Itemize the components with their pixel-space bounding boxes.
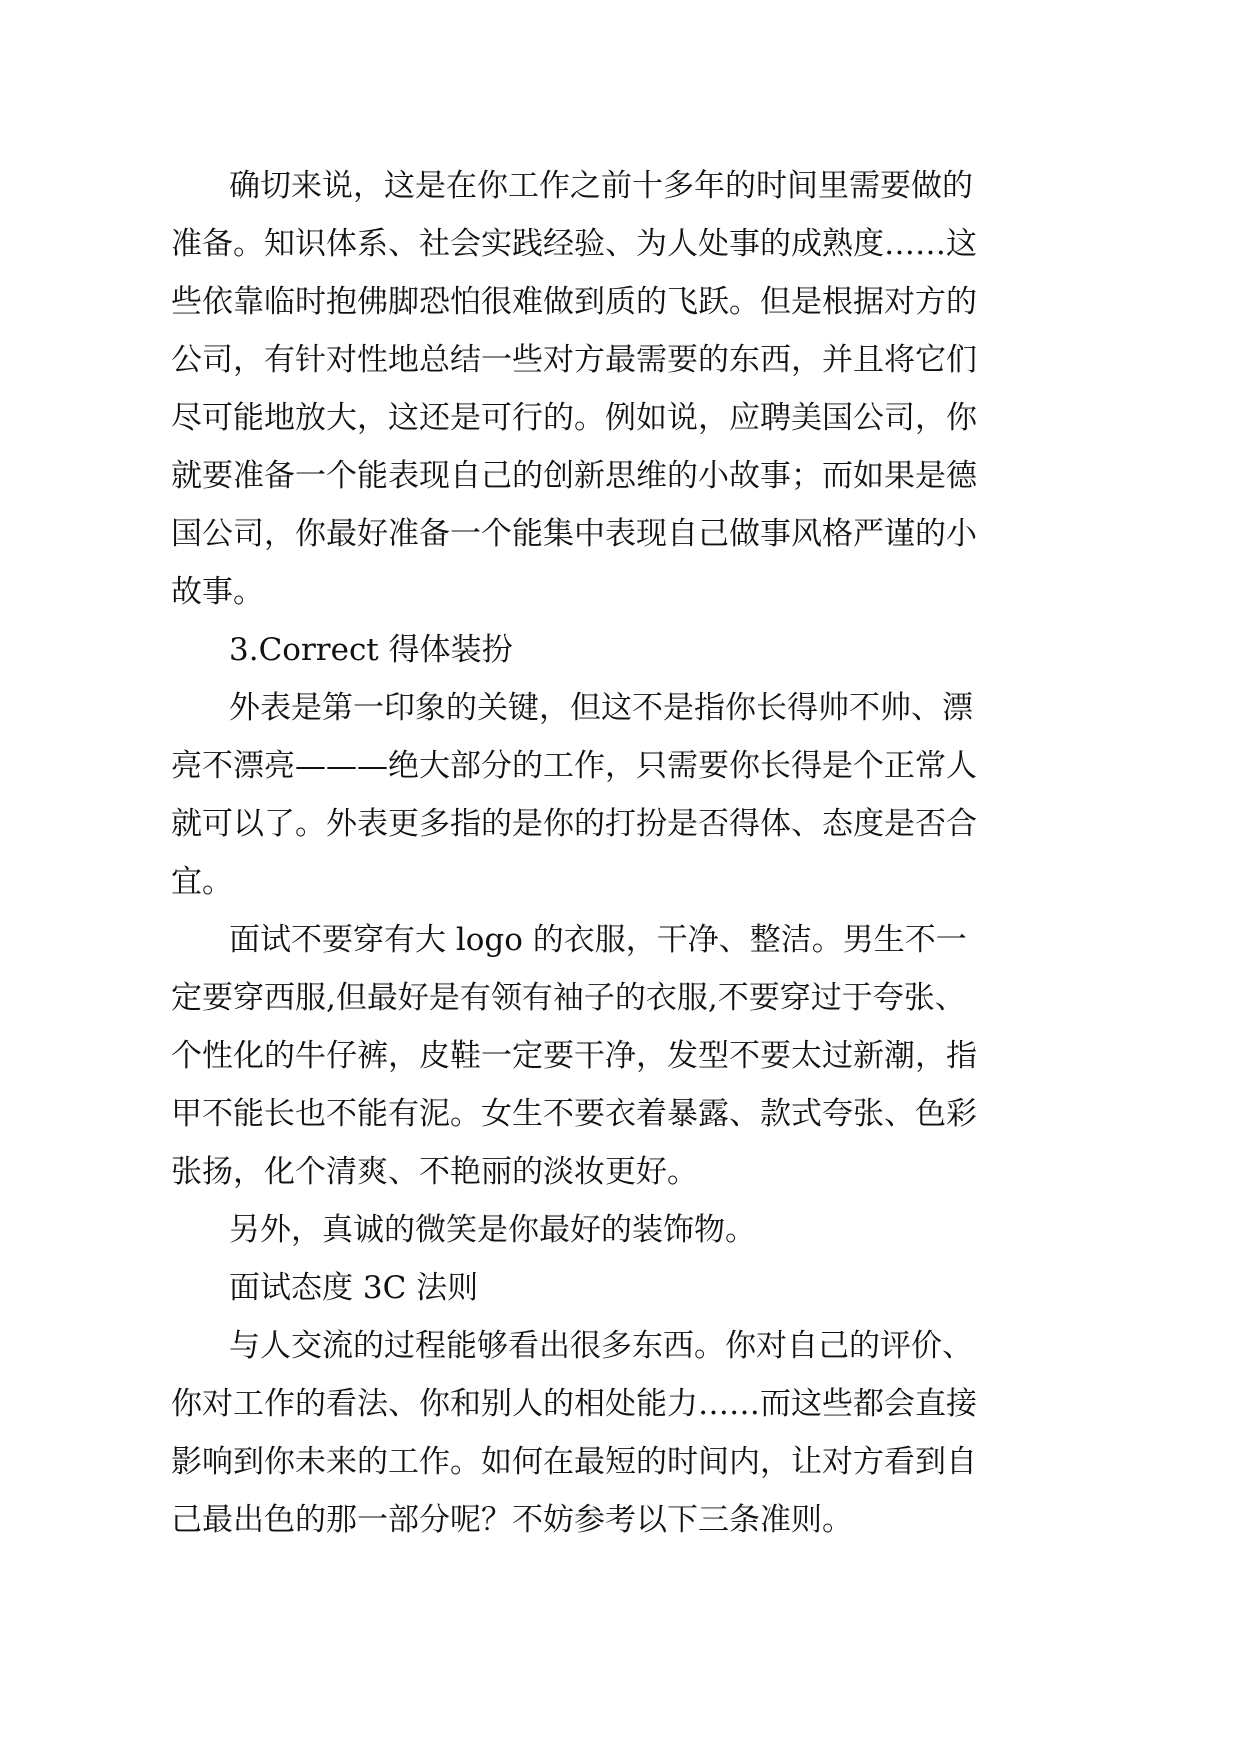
text-line: 亮不漂亮———绝大部分的工作，只需要你长得是个正常人	[171, 748, 977, 784]
text-line: 就可以了。外表更多指的是你的打扮是否得体、态度是否合	[171, 806, 977, 842]
text-line: 张扬，化个清爽、不艳丽的淡妆更好。	[171, 1154, 698, 1190]
text-line: 你对工作的看法、你和别人的相处能力……而这些都会直接	[171, 1386, 977, 1422]
section-heading: 3.Correct 得体装扮	[229, 632, 513, 668]
text-line: 国公司，你最好准备一个能集中表现自己做事风格严谨的小	[171, 516, 977, 552]
text-line: 外表是第一印象的关键，但这不是指你长得帅不帅、漂	[229, 690, 973, 726]
text-line: 尽可能地放大，这还是可行的。例如说，应聘美国公司，你	[171, 400, 977, 436]
text-line: 就要准备一个能表现自己的创新思维的小故事；而如果是德	[171, 458, 977, 494]
section-heading: 面试态度 3C 法则	[229, 1270, 479, 1306]
text-line: 准备。知识体系、社会实践经验、为人处事的成熟度……这	[171, 226, 977, 262]
text-line: 确切来说，这是在你工作之前十多年的时间里需要做的	[229, 168, 973, 204]
text-line: 另外，真诚的微笑是你最好的装饰物。	[229, 1212, 756, 1248]
text-line: 己最出色的那一部分呢？不妨参考以下三条准则。	[171, 1502, 853, 1538]
text-line: 公司，有针对性地总结一些对方最需要的东西，并且将它们	[171, 342, 977, 378]
text-line: 甲不能长也不能有泥。女生不要衣着暴露、款式夸张、色彩	[171, 1096, 977, 1132]
text-line: 故事。	[171, 574, 264, 610]
text-line: 影响到你未来的工作。如何在最短的时间内，让对方看到自	[171, 1444, 977, 1480]
text-line: 宜。	[171, 864, 233, 900]
text-line: 面试不要穿有大 logo 的衣服，干净、整洁。男生不一	[229, 922, 967, 958]
text-line: 定要穿西服,但最好是有领有袖子的衣服,不要穿过于夸张、	[171, 980, 966, 1016]
text-line: 些依靠临时抱佛脚恐怕很难做到质的飞跃。但是根据对方的	[171, 284, 977, 320]
text-line: 个性化的牛仔裤，皮鞋一定要干净，发型不要太过新潮，指	[171, 1038, 977, 1074]
text-line: 与人交流的过程能够看出很多东西。你对自己的评价、	[229, 1328, 973, 1364]
